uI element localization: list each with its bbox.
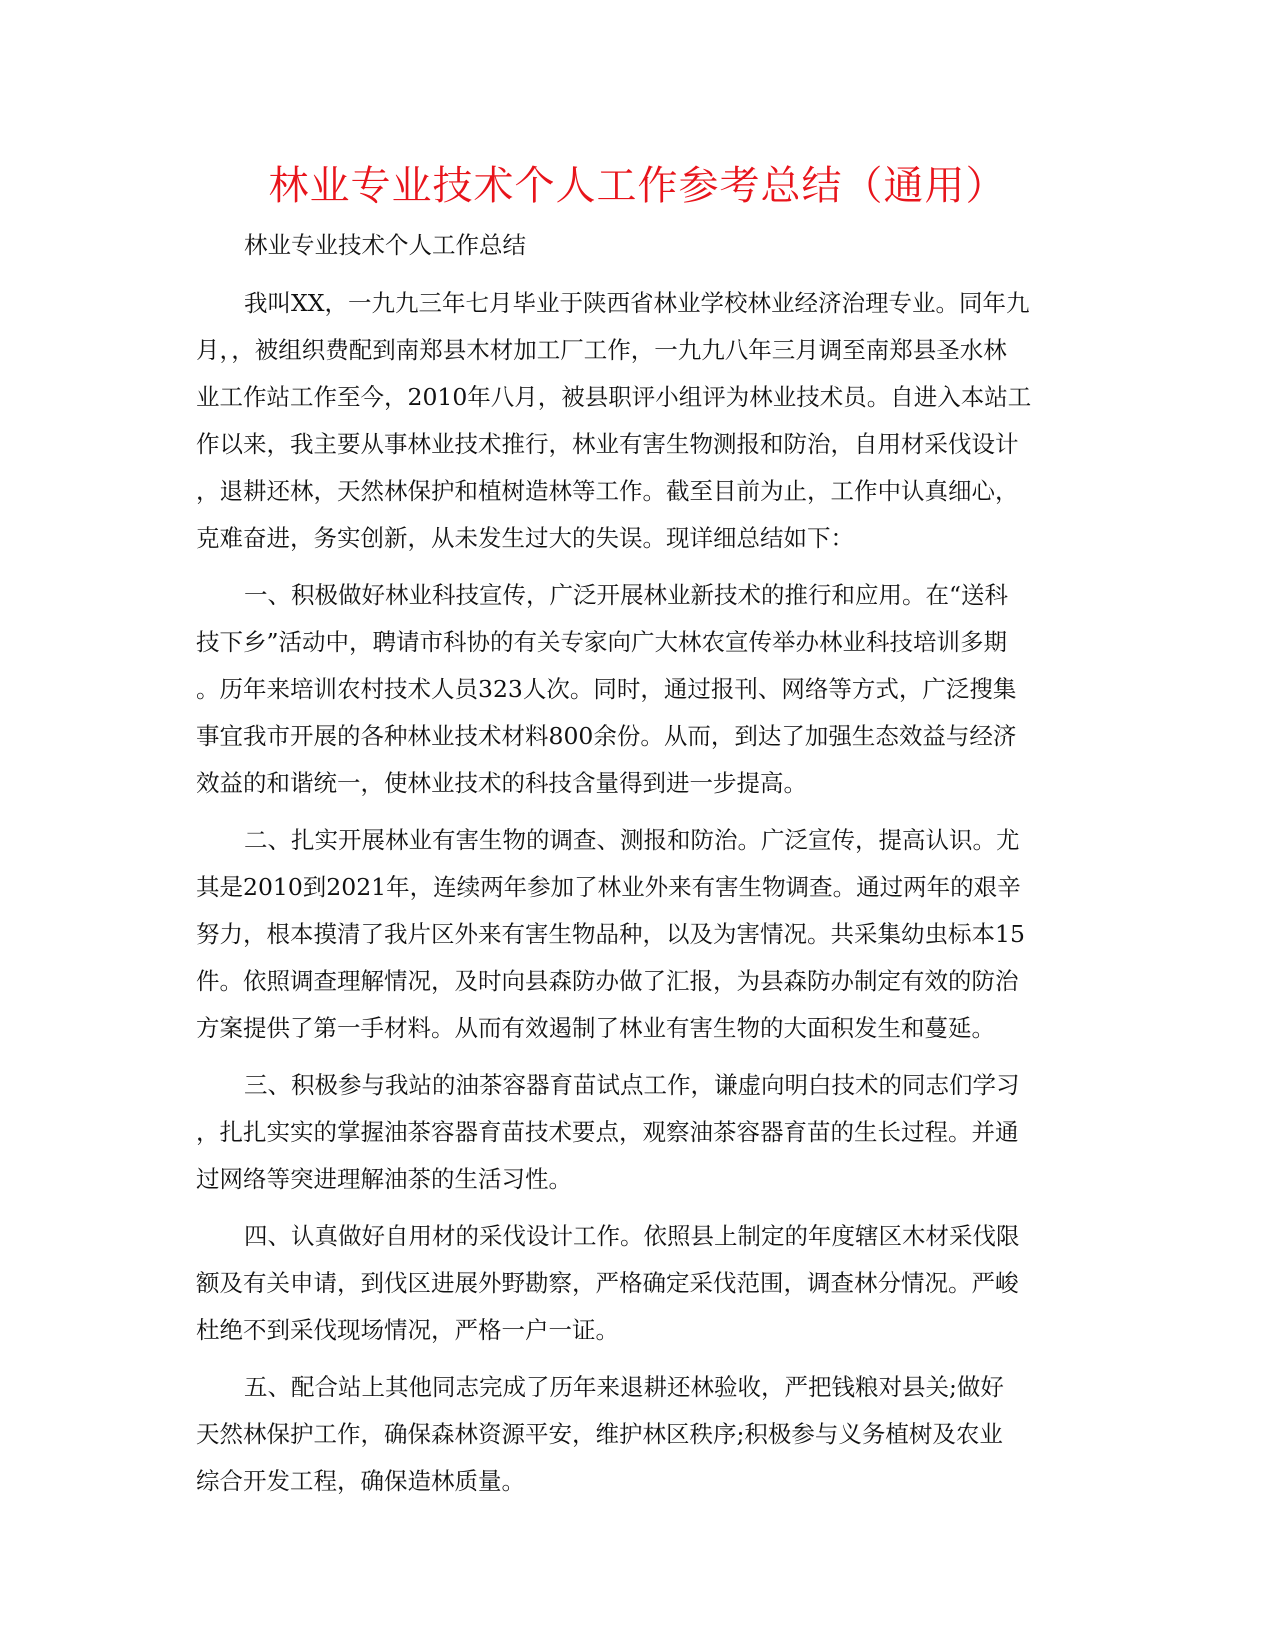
paragraph-section-4 xyxy=(196,1213,1074,1354)
paragraph-line: 天然林保护工作，确保森林资源平安，维护林区秩序;积极参与义务植树及农业 xyxy=(196,1420,1003,1448)
paragraph-line: 五、配合站上其他同志完成了历年来退耕还林验收，严把钱粮对县关;做好 xyxy=(244,1373,1004,1401)
document-subtitle: 林业专业技术个人工作总结 xyxy=(244,231,526,259)
paragraph-line: 效益的和谐统一，使林业技术的科技含量得到进一步提高。 xyxy=(196,769,807,797)
paragraph-line: 四、认真做好自用材的采伐设计工作。依照县上制定的年度辖区木材采伐限 xyxy=(244,1222,1020,1250)
paragraph-line: 一、积极做好林业科技宣传，广泛开展林业新技术的推行和应用。在“送科 xyxy=(244,581,1009,609)
paragraph-line: 克难奋进，务实创新，从未发生过大的失误。现详细总结如下： xyxy=(196,524,854,552)
paragraph-line: 二、扎实开展林业有害生物的调查、测报和防治。广泛宣传，提高认识。尤 xyxy=(244,826,1020,854)
paragraph-line: 努力，根本摸清了我片区外来有害生物品种，以及为害情况。共采集幼虫标本15 xyxy=(196,920,1025,948)
paragraph-intro xyxy=(196,280,1074,562)
paragraph-line: ，退耕还林，天然林保护和植树造林等工作。截至目前为止，工作中认真细心， xyxy=(196,477,1019,505)
paragraph-section-2 xyxy=(196,817,1074,1052)
paragraph-line: 额及有关申请，到伐区进展外野勘察，严格确定采伐范围，调查林分情况。严峻 xyxy=(196,1269,1019,1297)
document-title: 林业专业技术个人工作参考总结（通用） xyxy=(268,163,1007,209)
paragraph-line: 其是2010到2021年，连续两年参加了林业外来有害生物调查。通过两年的艰辛 xyxy=(196,873,1021,901)
paragraph-line: 杜绝不到采伐现场情况，严格一户一证。 xyxy=(196,1316,619,1344)
paragraph-line: 件。依照调查理解情况，及时向县森防办做了汇报，为县森防办制定有效的防治 xyxy=(196,967,1019,995)
paragraph-line: 月，，被组织费配到南郑县木材加工厂工作，一九九八年三月调至南郑县圣水林 xyxy=(196,336,1007,364)
paragraph-line: ，扎扎实实的掌握油茶容器育苗技术要点，观察油茶容器育苗的生长过程。并通 xyxy=(196,1118,1019,1146)
document-body xyxy=(196,222,1074,1505)
paragraph-section-3 xyxy=(196,1062,1074,1203)
paragraph-line: 方案提供了第一手材料。从而有效遏制了林业有害生物的大面积发生和蔓延。 xyxy=(196,1014,995,1042)
paragraph-line: 作以来，我主要从事林业技术推行，林业有害生物测报和防治，自用材采伐设计 xyxy=(196,430,1019,458)
paragraph-line: 综合开发工程，确保造林质量。 xyxy=(196,1467,525,1495)
paragraph-line: 我叫XX，一九九三年七月毕业于陕西省林业学校林业经济治理专业。同年九 xyxy=(244,289,1030,317)
paragraph-line: 业工作站工作至今，2010年八月，被县职评小组评为林业技术员。自进入本站工 xyxy=(196,383,1032,411)
paragraph-line: 技下乡”活动中，聘请市科协的有关专家向广大林农宣传举办林业科技培训多期 xyxy=(196,628,1008,656)
paragraph-line: 。历年来培训农村技术人员323人次。同时，通过报刊、网络等方式，广泛搜集 xyxy=(196,675,1017,703)
paragraph-line: 事宜我市开展的各种林业技术材料800余份。从而，到达了加强生态效益与经济 xyxy=(196,722,1017,750)
paragraph-section-1 xyxy=(196,572,1074,807)
paragraph-section-5 xyxy=(196,1364,1074,1505)
paragraph-line: 三、积极参与我站的油茶容器育苗试点工作，谦虚向明白技术的同志们学习 xyxy=(244,1071,1020,1099)
paragraph-line: 过网络等突进理解油茶的生活习性。 xyxy=(196,1165,572,1193)
